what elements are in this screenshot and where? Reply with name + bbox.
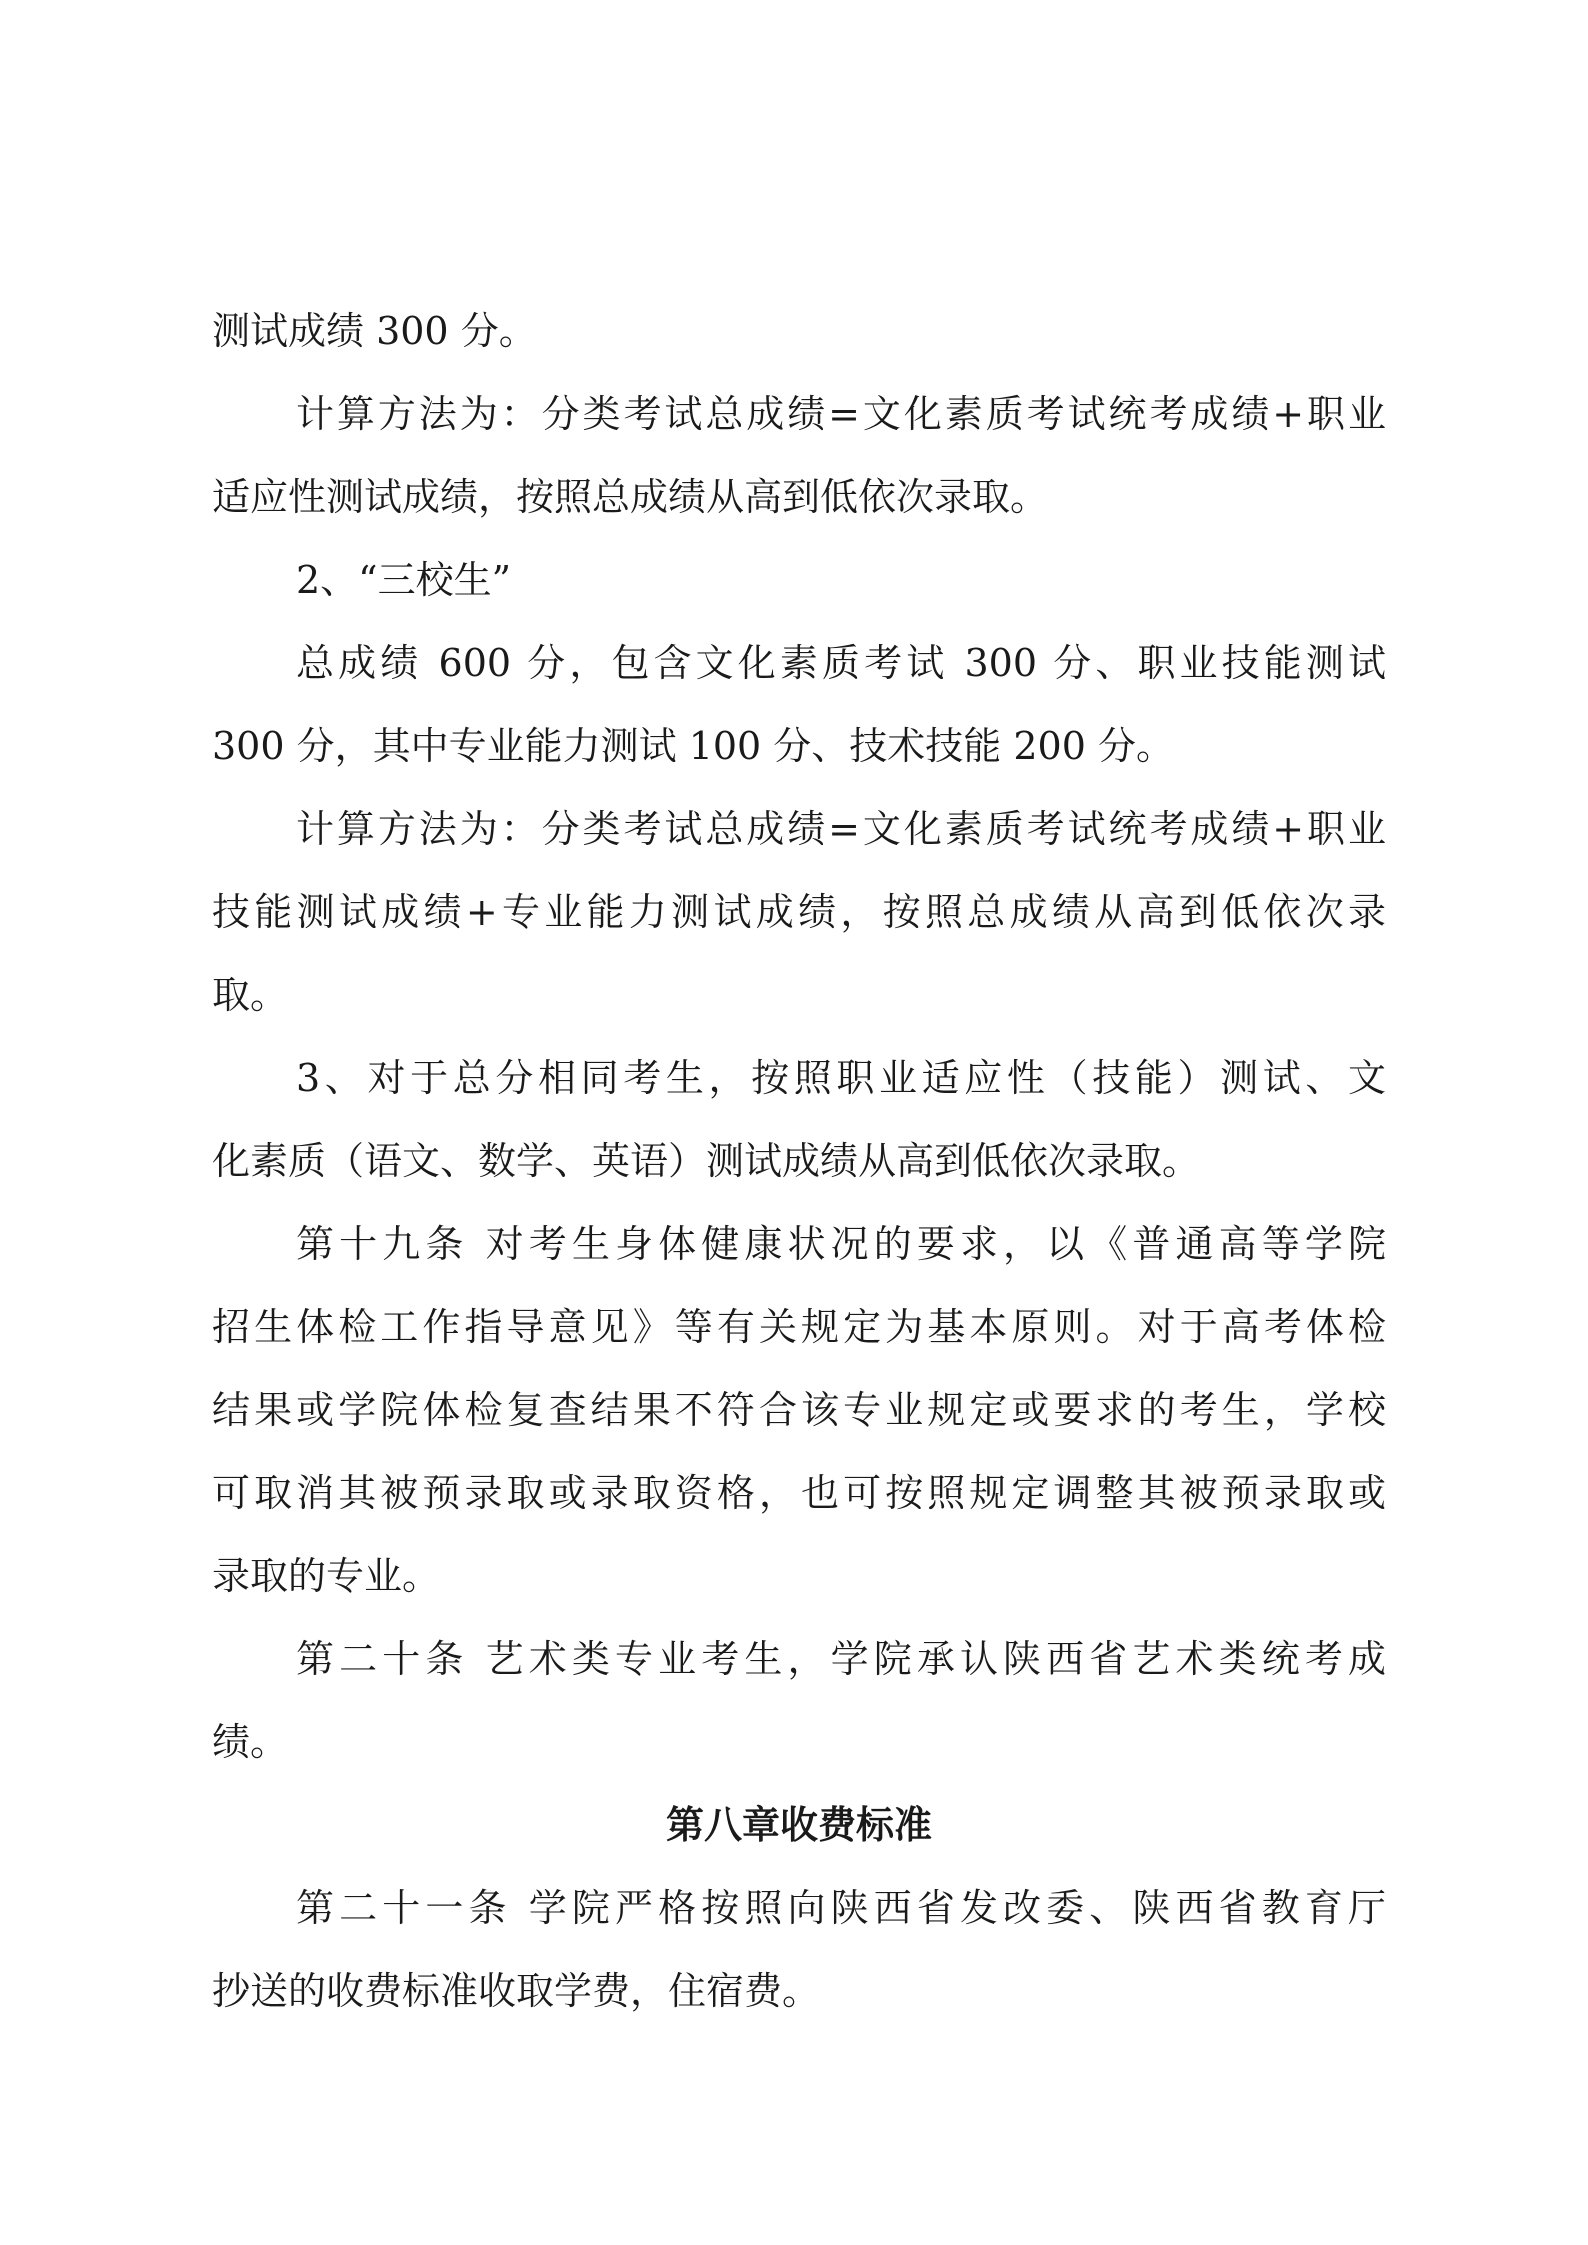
document-body [212, 290, 1386, 2033]
text-line: 招生体检工作指导意见》等有关规定为基本原则。对于高考体检 [212, 1305, 1386, 1349]
text-line: 总成绩 600 分，包含文化素质考试 300 分、职业技能测试 [296, 641, 1386, 685]
text-line: 可取消其被预录取或录取资格，也可按照规定调整其被预录取或 [212, 1471, 1386, 1515]
text-line: 第十九条 对考生身体健康状况的要求，以《普通高等学院 [296, 1222, 1386, 1266]
text-line: 适应性测试成绩，按照总成绩从高到低依次录取。 [212, 475, 1049, 519]
text-line: 2、“三校生” [296, 558, 512, 602]
text-line: 3、对于总分相同考生，按照职业适应性（技能）测试、文 [296, 1056, 1386, 1100]
text-line: 第二十条 艺术类专业考生，学院承认陕西省艺术类统考成 [296, 1637, 1386, 1681]
text-line: 抄送的收费标准收取学费，住宿费。 [212, 1969, 821, 2013]
text-line: 计算方法为：分类考试总成绩=文化素质考试统考成绩+职业 [296, 807, 1386, 851]
text-line: 计算方法为：分类考试总成绩=文化素质考试统考成绩+职业 [296, 392, 1386, 436]
text-line: 录取的专业。 [212, 1554, 441, 1598]
text-line: 绩。 [212, 1720, 289, 1764]
text-line: 技能测试成绩+专业能力测试成绩，按照总成绩从高到低依次录 [212, 890, 1386, 934]
chapter-heading: 第八章收费标准 [665, 1803, 932, 1847]
text-line: 测试成绩 300 分。 [212, 309, 537, 353]
text-line: 结果或学院体检复查结果不符合该专业规定或要求的考生，学校 [212, 1388, 1386, 1432]
text-line: 取。 [212, 973, 289, 1017]
text-line: 第二十一条 学院严格按照向陕西省发改委、陕西省教育厅 [296, 1886, 1386, 1930]
text-line: 化素质（语文、数学、英语）测试成绩从高到低依次录取。 [212, 1139, 1201, 1183]
text-line: 300 分，其中专业能力测试 100 分、技术技能 200 分。 [212, 724, 1174, 768]
